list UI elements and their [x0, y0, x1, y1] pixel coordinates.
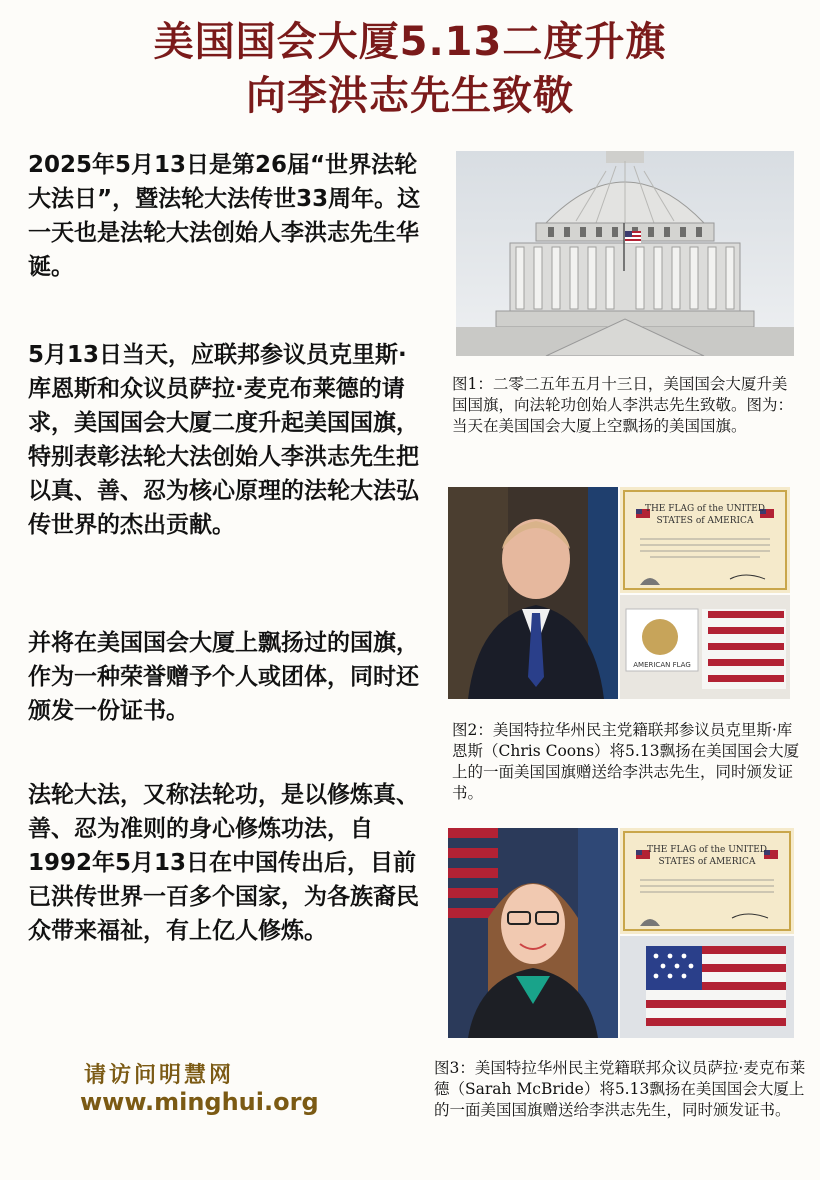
capitol-dome-photo — [456, 151, 794, 356]
title-line-2: 向李洪志先生致敬 — [246, 73, 574, 119]
certificate-2-heading-2: STATES of AMERICA — [658, 857, 756, 867]
flag-box-photo-1 — [620, 595, 790, 699]
paragraph-1: 2025年5月13日是第26届“世界法轮大法日”，暨法轮大法传世33周年。这一天也是法轮大法创始人李洪志先生华诞。 — [28, 152, 421, 280]
certificate-heading-2: STATES of AMERICA — [656, 516, 754, 526]
flag-box-label: AMERICAN FLAG — [633, 661, 691, 669]
senator-portrait-photo — [448, 487, 618, 699]
caption-figure-1: 图1：二零二五年五月十三日，美国国会大厦升美国国旗，向法轮功创始人李洪志先生致敬。图为：当天在美国国会大厦上空飘扬的美国国旗。 — [452, 375, 794, 435]
certificate-photo-1 — [620, 487, 790, 593]
paragraph-3: 并将在美国国会大厦上飘扬过的国旗，作为一种荣誉赠予个人或团体，同时还颁发一份证书。 — [28, 630, 419, 724]
minghui-url-link[interactable]: www.minghui.org — [80, 1088, 319, 1116]
caption-figure-2: 图2：美国特拉华州民主党籍联邦参议员克里斯·库恩斯（Chris Coons）将5.13飘扬在美国国会大厦上的一面美国国旗赠送给李洪志先生，同时颁发证书。 — [452, 721, 800, 802]
certificate-heading-1: THE FLAG of the UNITED — [644, 504, 766, 514]
title-line-1: 美国国会大厦5.13二度升旗 — [153, 19, 667, 65]
flag-photo-2 — [620, 936, 794, 1038]
caption-figure-3: 图3：美国特拉华州民主党籍联邦众议员萨拉·麦克布莱德（Sarah McBride）将5.13飘扬在美国国会大厦上的一面美国国旗赠送给李洪志先生，同时颁发证书。 — [434, 1059, 806, 1119]
paragraph-2: 5月13日当天，应联邦参议员克里斯·库恩斯和众议员萨拉·麦克布莱德的请求，美国国会大厦二度升起美国国旗，特别表彰法轮大法创始人李洪志先生把以真、善、忍为核心原理的法轮大法弘传世界的杰出贡献。 — [28, 342, 419, 538]
minghui-logo-text: 请访问明慧网 — [84, 1062, 235, 1088]
paragraph-4: 法轮大法，又称法轮功，是以修炼真、善、忍为准则的身心修炼功法，自1992年5月13日在中国传出后，目前已洪传世界一百多个国家，为各族裔民众带来福祉，有上亿人修炼。 — [28, 782, 419, 944]
certificate-photo-2 — [620, 828, 794, 934]
representative-portrait-photo — [448, 828, 618, 1038]
certificate-2-heading-1: THE FLAG of the UNITED — [646, 845, 768, 855]
